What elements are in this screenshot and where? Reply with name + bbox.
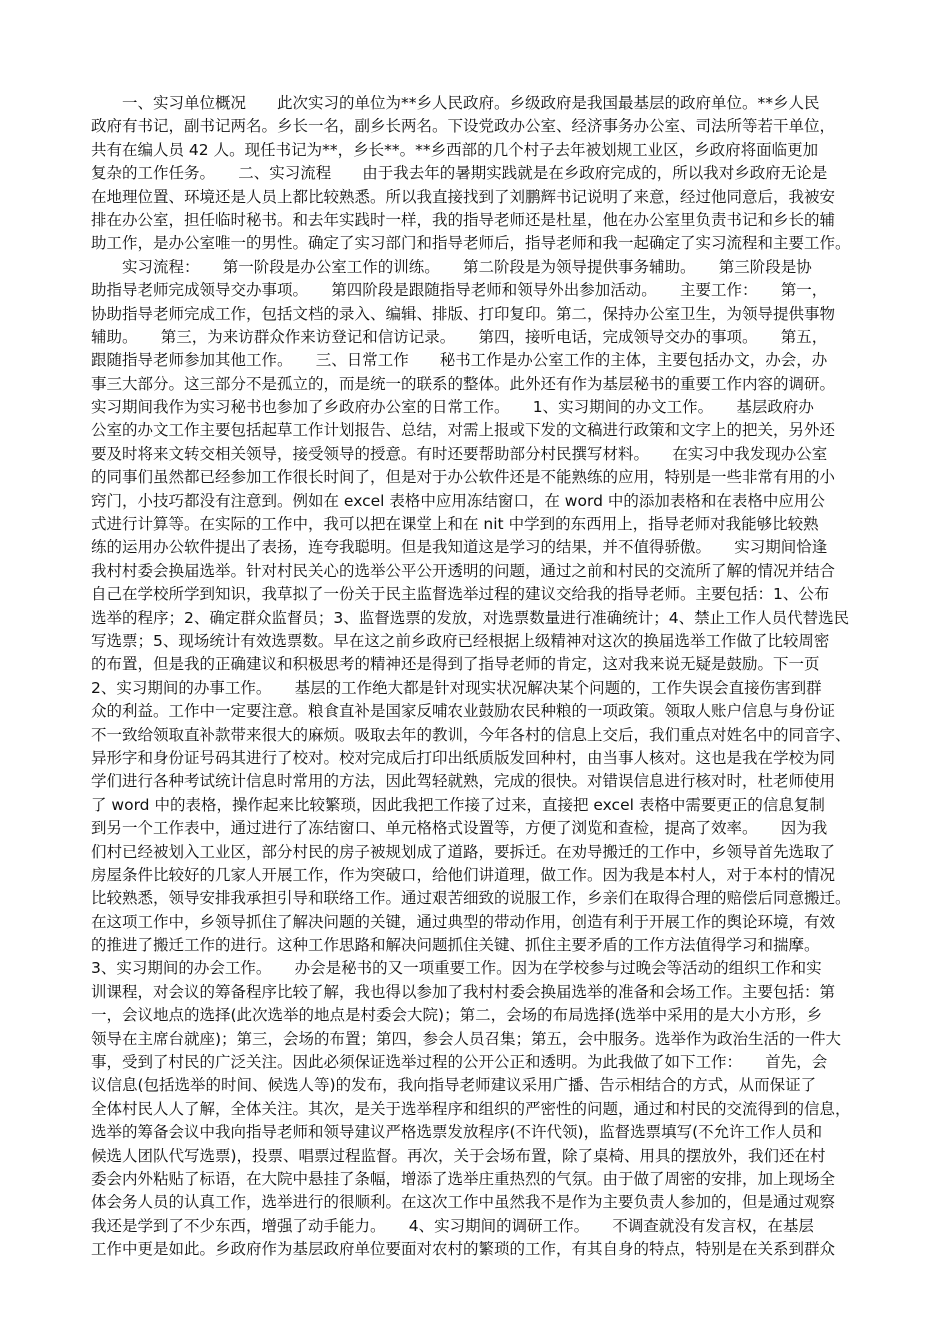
- text-line: 自己在学校所学到知识，我草拟了一份关于民主监督选举过程的建议交给我的指导老师。主要包括：1、公布: [91, 585, 830, 604]
- text-line: 要及时将来文转交相关领导，接受领导的授意。有时还要帮助部分村民撰写材料。 在实习中我发现办公室: [91, 444, 828, 463]
- text-line: 我还是学到了不少东西，增强了动手能力。 4、实习期间的调研工作。 不调查就没有发言权，在基层: [91, 1216, 814, 1235]
- text-line: 我村村委会换届选举。针对村民关心的选举公平公开透明的问题，通过之前和村民的交流所了解的情况并结合: [91, 561, 836, 580]
- text-line: 学们进行各种考试统计信息时常用的方法，因此驾轻就熟，完成的很快。对错误信息进行核对时，杜老师使用: [91, 772, 836, 791]
- text-line: 公室的办文工作主要包括起草工作计划报告、总结，对需上报或下发的文稿进行政策和文字上的把关，另外还: [91, 421, 836, 440]
- text-line: 体会务人员的认真工作，选举进行的很顺利。在这次工作中虽然我不是作为主要负责人参加的，但是通过观察: [91, 1193, 836, 1212]
- text-line: 一、实习单位概况 此次实习的单位为**乡人民政府。乡级政府是我国最基层的政府单位。**乡人民: [122, 94, 820, 112]
- text-line: 实习期间我作为实习秘书也参加了乡政府办公室的日常工作。 1、实习期间的办文工作。 基层政府办: [91, 398, 814, 417]
- text-line: 工作中更是如此。乡政府作为基层政府单位要面对农村的繁琐的工作，有其自身的特点，特别是在关系到群众: [91, 1240, 836, 1259]
- text-line: 共有在编人员 42 人。现任书记为**，乡长**。**乡西部的几个村子去年被划规工业区，乡政府将面临更加: [91, 140, 819, 159]
- text-line: 议信息(包括选举的时间、候选人等)的发布，我向指导老师建议采用广播、告示相结合的方式，从而保证了: [91, 1076, 817, 1095]
- text-line: 政府有书记，副书记两名。乡长一名，副乡长两名。下设党政办公室、经济事务办公室、司法所等若干单位，: [91, 117, 836, 136]
- text-line: 在地理位置、环境还是人员上都比较熟悉。所以我直接找到了刘鹏辉书记说明了来意，经过他同意后，我被安: [91, 187, 836, 206]
- text-line: 复杂的工作任务。 二、实习流程 由于我去年的暑期实践就是在乡政府完成的，所以我对乡政府无论是: [91, 164, 828, 183]
- text-line: 式进行计算等。在实际的工作中，我可以把在课堂上和在 nit 中学到的东西用上，指导老师对我能够比较熟: [91, 515, 819, 534]
- text-line: 的同事们虽然都已经参加工作很长时间了，但是对于办公软件还是不能熟练的应用，特别是一些非常有用的小: [91, 468, 836, 487]
- text-line: 事，受到了村民的广泛关注。因此必须保证选举过程的公开公正和透明。为此我做了如下工作： 首先，会: [91, 1053, 828, 1072]
- text-line: 一，会议地点的选择(此次选举的地点是村委会大院)；第二，会场的布局选择(选举中采用的是大小方形，乡: [91, 1006, 823, 1025]
- text-line: 3、实习期间的办会工作。 办会是秘书的又一项重要工作。因为在学校参与过晚会等活动的组织工作和实: [91, 959, 822, 978]
- text-line: 到另一个工作表中，通过进行了冻结窗口、单元格格式设置等，方便了浏览和查检，提高了效率。 因为我: [91, 819, 828, 838]
- text-line: 的布置，但是我的正确建议和积极思考的精神还是得到了指导老师的肯定，这对我来说无疑是鼓励。下一页: [91, 655, 820, 674]
- text-line: 排在办公室，担任临时秘书。和去年实践时一样，我的指导老师还是杜星，他在办公室里负责书记和乡长的辅: [91, 210, 836, 229]
- text-line: 的推进了搬迁工作的进行。这种工作思路和解决问题抓住关键、抓住主要矛盾的工作方法值得学习和揣摩。: [91, 936, 820, 955]
- text-line: 们村已经被划入工业区，部分村民的房子被规划成了道路，要拆迁。在劝导搬迁的工作中，乡领导首先选取了: [91, 842, 836, 861]
- text-line: 助工作，是办公室唯一的男性。确定了实习部门和指导老师后，指导老师和我一起确定了实习流程和主要工作。: [91, 234, 851, 253]
- text-line: 2、实习期间的办事工作。 基层的工作绝大都是针对现实状况解决某个问题的，工作失误会直接伤害到群: [91, 678, 822, 697]
- text-line: 事三大部分。这三部分不是孤立的，而是统一的联系的整体。此外还有作为基层秘书的重要工作内容的调研。: [91, 374, 836, 393]
- text-line: 房屋条件比较好的几家人开展工作，作为突破口，给他们讲道理，做工作。因为我是本村人，对于本村的情况: [91, 865, 836, 884]
- document-body: [91, 92, 863, 1262]
- text-line: 选举的筹备会议中我向指导老师和领导建议严格选票发放程序(不许代领)，监督选票填写(不允许工作人员和: [91, 1123, 823, 1142]
- text-line: 领导在主席台就座)；第三，会场的布置；第四，参会人员召集；第五，会中服务。选举作为政治生活的一件大: [91, 1029, 842, 1048]
- text-line: 在这项工作中，乡领导抓住了解决问题的关键，通过典型的带动作用，创造有利于开展工作的舆论环境，有效: [91, 912, 836, 931]
- text-line: 候选人团队代写选票)，投票、唱票过程监督。再次，关于会场布置，除了桌椅、用具的摆放外，我们还在村: [91, 1146, 826, 1165]
- text-line: 比较熟悉，领导安排我承担引导和联络工作。通过艰苦细致的说服工作，乡亲们在取得合理的赔偿后同意搬迁。: [91, 889, 851, 908]
- text-line: 跟随指导老师参加其他工作。 三、日常工作 秘书工作是办公室工作的主体，主要包括办文，办会，办: [91, 351, 828, 370]
- text-line: 训课程，对会议的筹备程序比较了解，我也得以参加了我村村委会换届选举的准备和会场工作。主要包括：第: [91, 982, 836, 1001]
- text-line: 不一致给领取直补款带来很大的麻烦。吸取去年的教训，今年各村的信息上交后，我们重点对姓名中的同音字、: [91, 725, 851, 744]
- text-line: 协助指导老师完成工作，包括文档的录入、编辑、排版、打印复印。第二，保持办公室卫生，为领导提供事物: [91, 304, 836, 323]
- text-line: 异形字和身份证号码其进行了校对。校对完成后打印出纸质版发回种村，由当事人核对。这也是我在学校为同: [91, 748, 836, 767]
- text-line: 实习流程： 第一阶段是办公室工作的训练。 第二阶段是为领导提供事务辅助。 第三阶段是协: [91, 257, 812, 276]
- text-line: 众的利益。工作中一定要注意。粮食直补是国家反哺农业鼓励农民种粮的一项政策。领取人账户信息与身份证: [91, 702, 836, 721]
- text-line: 写选票；5、现场统计有效选票数。早在这之前乡政府已经根据上级精神对这次的换届选举工作做了比较周密: [91, 631, 830, 650]
- text-line: 了 word 中的表格，操作起来比较繁琐，因此我把工作接了过来，直接把 excel 表格中需要更正的信息复制: [91, 795, 825, 814]
- text-line: 委会内外粘贴了标语，在大院中悬挂了条幅，增添了选举庄重热烈的气氛。由于做了周密的安排，加上现场全: [91, 1169, 836, 1188]
- text-line: 助指导老师完成领导交办事项。 第四阶段是跟随指导老师和领导外出参加活动。 主要工作： 第一，: [91, 281, 828, 300]
- text-line: 练的运用办公软件提出了表扬，连夸我聪明。但是我知道这是学习的结果，并不值得骄傲。 实习期间恰逢: [91, 538, 828, 557]
- text-line: 全体村民人人了解，全体关注。其次，是关于选举程序和组织的严密性的问题，通过和村民的交流得到的信息，: [91, 1099, 851, 1118]
- text-line: 选举的程序；2、确定群众监督员；3、监督选票的发放，对选票数量进行准确统计；4、禁止工作人员代替选民: [91, 608, 850, 627]
- text-line: 窍门，小技巧都没有注意到。例如在 excel 表格中应用冻结窗口，在 word 中的添加表格和在表格中应用公: [91, 491, 825, 510]
- text-line: 辅助。 第三，为来访群众作来访登记和信访记录。 第四，接听电话，完成领导交办的事项。 第五，: [91, 327, 828, 346]
